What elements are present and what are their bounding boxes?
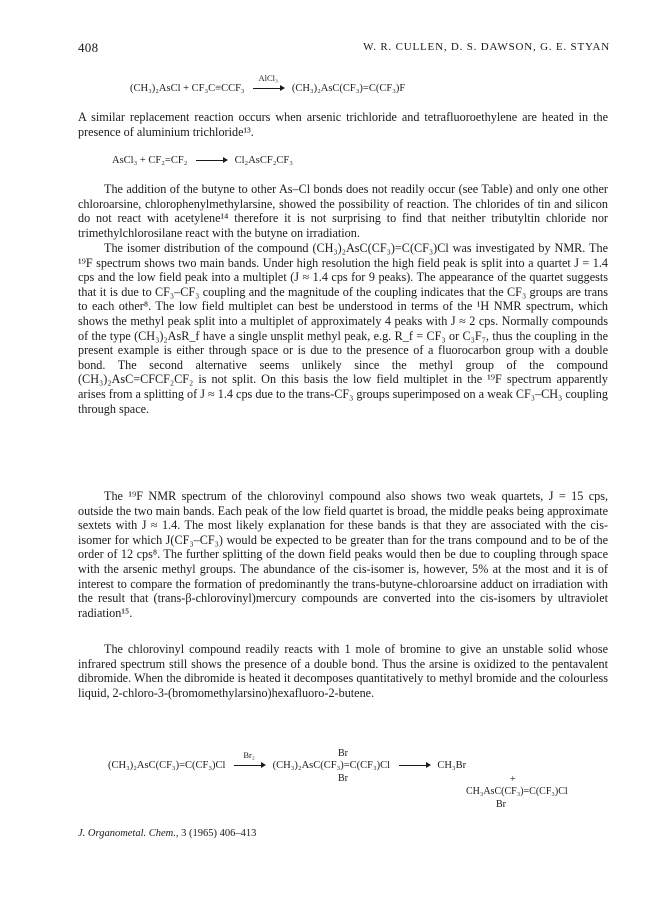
volume-pages: 3 (1965) 406–413: [181, 828, 257, 839]
equation-1-reactants: (CH₃)₂AsCl + CF₃C≡CCF₃: [130, 83, 245, 94]
paragraph-1: [78, 110, 608, 139]
equation-2-reactants: AsCl₃ + CF₂=CF₂: [112, 155, 188, 166]
equation-2: [112, 155, 293, 166]
journal-citation: [78, 828, 256, 839]
paragraph-4: [78, 489, 608, 620]
paragraph-2: [78, 182, 608, 240]
equation-3-product-top: CH₃Br: [437, 760, 467, 771]
page-header: [78, 40, 610, 60]
paragraph-3: [78, 241, 608, 416]
product-bromine-label: Br: [496, 799, 506, 810]
reaction-arrow: [232, 750, 266, 771]
equation-2-product: Cl₂AsCF₂CF₃: [234, 155, 293, 166]
arrow-reagent-label: Br₂: [243, 750, 255, 760]
paragraph-5-text: The chlorovinyl compound readily reacts with 1 mole of bromine to give an unstable solid whose infrared spectrum still shows the presence of a double bond. Thus the arsine is oxidized to the pentavalent dibromide. When the dibromide is heated it decomposes quantitatively to methyl bromide and the colourless liquid, 2-chloro-3-(bromomethylarsino)hexafluoro-2-butene.: [78, 642, 608, 700]
reaction-arrow: [397, 760, 431, 771]
arrow-catalyst-label: AlCl₃: [258, 73, 278, 83]
paragraph-1-text: A similar replacement reaction occurs when arsenic trichloride and tetrafluoroethylene are heated in the presence of aluminium trichloride¹³.: [78, 110, 608, 139]
bromine-top-label: Br: [338, 748, 348, 759]
journal-name: J. Organometal. Chem.,: [78, 828, 179, 839]
bromine-bottom-label: Br: [338, 773, 348, 784]
paragraph-2-text: The addition of the butyne to other As–Cl bonds does not readily occur (see Table) and only one other chloroarsine, chlorophenylmethylarsine, showed the possibility of reaction. The chlorides of tin and silicon do not react with acetylene¹⁴ therefore it is not surprising to find that neither tributyltin chloride nor trimethylchlorosilane react with the butyne on irradiation.: [78, 182, 608, 240]
paragraph-5: [78, 642, 608, 700]
equation-3-product-bottom: CH₃AsC(CF₃)=C(CF₃)Cl: [466, 786, 568, 797]
equation-1: [130, 73, 406, 94]
paragraph-3-text: The isomer distribution of the compound (CH₃)₂AsC(CF₃)=C(CF₃)Cl was investigated by NMR. The ¹⁹F spectrum shows two main bands. Under high resolution the high field peak is split into a quartet J = 1.4 cps and the low field peak into a multiplet (J ≈ 1.4 cps for 9 peaks). The appearance of the quartet suggests that it is due to CF₃–CF₃ coupling and the magnitude of the coupling indicates that the CF₃ groups are trans to each other⁸. The low field multiplet can best be understood in terms of the ¹H NMR spectrum, which shows the methyl peak split into a multiplet of approximately 4 peaks with J ≈ 2 cps. Normally compounds of the type (CH₃)₂AsR_f have a single unsplit methyl peak, e.g. R_f = CF₃ or C₃F₇, thus the coupling in the present example is either through space or is due to the presence of a fluorocarbon group with a double bond. The second alternative seems unlikely since the methyl group of the compound (CH₃)₂AsC=CFCF₂CF₂ is not split. On this basis the low field multiplet in the ¹⁹F spectrum apparently arises from a splitting of J ≈ 1.4 cps due to the trans-CF₃ groups superimposed on a weak CF₃–CH₃ coupling through space.: [78, 241, 608, 416]
equation-3-reactant: (CH₃)₂AsC(CF₃)=C(CF₃)Cl: [108, 760, 226, 771]
reaction-arrow: [194, 155, 228, 166]
reaction-arrow: [251, 73, 285, 94]
paragraph-4-text: The ¹⁹F NMR spectrum of the chlorovinyl compound also shows two weak quartets, J = 15 cps, outside the two main bands. Each peak of the low field quartet is broad, the middle peaks being approximate sextets with J ≈ 1.4. The most likely explanation for these bands is that they are associated with the cis-isomer for which J(CF₃–CF₃) would be expected to be greater than for the trans compound and to be of the order of 12 cps⁸. The further splitting of the down field peaks would then be due to coupling through space with the arsenic methyl groups. The abundance of the cis-isomer is, however, 5% at the most and it is of interest to compare the formation of predominantly the trans-butyne-chloroarsine adduct on irradiation with the result that (trans-β-chlorovinyl)mercury compounds are converted into the cis-isomers by ultraviolet radiation¹⁵.: [78, 489, 608, 620]
equation-1-product: (CH₃)₂AsC(CF₃)=C(CF₃)F: [291, 83, 406, 94]
running-head: W. R. CULLEN, D. S. DAWSON, G. E. STYAN: [363, 41, 610, 53]
equation-3-intermediate: (CH₃)₂AsC(CF₃)=C(CF₃)Cl: [272, 760, 391, 771]
plus-sign: +: [510, 774, 516, 785]
page-number: 408: [78, 40, 99, 55]
